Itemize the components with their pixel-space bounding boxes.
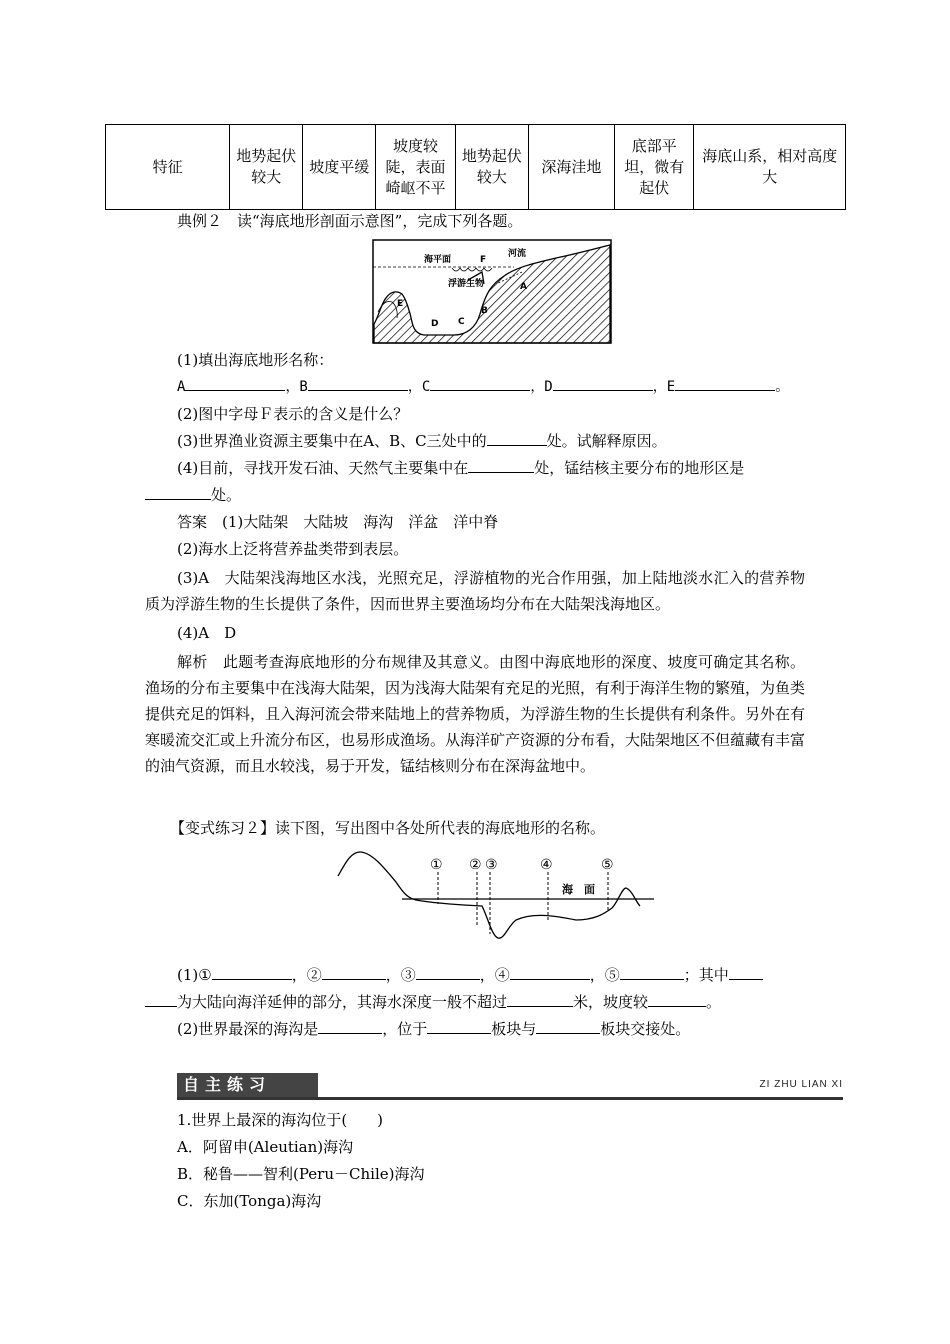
variant-profile-figure xyxy=(336,848,656,946)
table-cell: 坡度平缓 xyxy=(303,125,376,210)
variant-q1-line1 xyxy=(177,964,763,986)
q4-part: 处。 xyxy=(211,486,242,504)
answer-4: (4)A D xyxy=(177,624,237,642)
q-part: 板块交接处。 xyxy=(600,1020,691,1038)
table-row xyxy=(106,125,846,210)
fill-label: ，D xyxy=(530,379,553,395)
analysis-paragraph: 解析 此题考查海底地形的分布规律及其意义。由图中海底地形的深度、坡度可确定其名称。渔场的分布主要集中在浅海大陆架，因为浅海大陆架有充足的光照，有利于海洋生物的繁殖，为鱼类提供充足的饵料，且入海河流会带来陆地上的营养物质，为浮游生物的生长提供有利条件。另外在有寒暖流交汇或上升流分布区，也易形成渔场。从海洋矿产资源的分布看，大陆架地区不但蕴藏有丰富的油气资源，而且水较浅，易于开发，锰结核则分布在深海盆地中。 xyxy=(145,653,806,775)
q-part: ，⑤ xyxy=(589,966,620,984)
section-banner: 自主练习 xyxy=(177,1073,318,1097)
marker-2: ② xyxy=(469,857,482,873)
q-part: ，③ xyxy=(385,966,416,984)
fill-label: ，B xyxy=(285,379,308,395)
answer-2: (2)海水上泛将营养盐类带到表层。 xyxy=(177,540,409,558)
section-pinyin: ZI ZHU LIAN XI xyxy=(759,1079,843,1090)
example2-heading: 典例２ 读“海底地形剖面示意图”，完成下列各题。 xyxy=(177,212,523,230)
q1-text: (1)填出海底地形名称： xyxy=(177,351,334,369)
label-e: E xyxy=(397,299,404,309)
answer-3: (3)A 大陆架浅海地区水浅，光照充足，浮游植物的光合作用强，加上陆地淡水汇入的营养物质为浮游生物的生长提供了条件，因而世界主要渔场均分布在大陆架浅海地区。 xyxy=(145,569,805,613)
answer-blank[interactable] xyxy=(212,965,292,980)
q1-fill-line xyxy=(177,376,789,398)
q-part: ，② xyxy=(291,966,322,984)
q4-part: (4)目前，寻找开发石油、天然气主要集中在 xyxy=(177,459,469,477)
seabed-profile-figure xyxy=(372,238,612,345)
variant-q2 xyxy=(177,1018,690,1040)
answer-blank[interactable] xyxy=(145,485,211,500)
q-part: ，④ xyxy=(479,966,510,984)
answer-blank[interactable] xyxy=(648,992,706,1007)
answer-blank[interactable] xyxy=(536,1019,600,1034)
answer-blank[interactable] xyxy=(468,458,534,473)
variant-q1-line2 xyxy=(145,991,721,1013)
q-part: ，位于 xyxy=(382,1020,428,1038)
answer-blank[interactable] xyxy=(322,965,386,980)
answer-blank[interactable] xyxy=(308,376,408,391)
fill-label: A xyxy=(177,379,186,395)
question1-stem: 1.世界上最深的海沟位于( ) xyxy=(177,1111,384,1129)
table-cell: 地势起伏较大 xyxy=(455,125,528,210)
q3-part: 处。试解释原因。 xyxy=(546,432,667,450)
fill-label: ，E xyxy=(652,379,676,395)
answer-blank[interactable] xyxy=(510,965,590,980)
answer-blank[interactable] xyxy=(145,992,177,1007)
answer-blank[interactable] xyxy=(620,965,684,980)
table-cell: 底部平坦，微有起伏 xyxy=(614,125,694,210)
label-b: B xyxy=(481,306,488,316)
q-part: (1)① xyxy=(177,966,212,984)
q2-text: (2)图中字母Ｆ表示的含义是什么？ xyxy=(177,405,409,423)
table-cell: 海底山系，相对高度大 xyxy=(694,125,846,210)
table-cell: 特征 xyxy=(106,125,230,210)
section-divider xyxy=(177,1097,843,1100)
answer-blank[interactable] xyxy=(416,965,480,980)
marker-4: ④ xyxy=(540,857,553,873)
sea-surface-label: 海 面 xyxy=(562,883,595,896)
marker-3: ③ xyxy=(485,857,498,873)
q-part: (2)世界最深的海沟是 xyxy=(177,1020,319,1038)
plankton-label: 浮游生物 xyxy=(448,279,485,289)
answer-blank[interactable] xyxy=(675,376,775,391)
table-cell: 地势起伏较大 xyxy=(230,125,303,210)
option-c[interactable]: C．东加(Tonga)海沟 xyxy=(177,1192,322,1210)
q4-text xyxy=(177,457,744,479)
answer-blank[interactable] xyxy=(185,376,285,391)
q3-part: (3)世界渔业资源主要集中在A、B、C三处中的 xyxy=(177,432,487,450)
q-part: ；其中 xyxy=(683,966,729,984)
q-part: 为大陆向海洋延伸的部分，其海水深度一般不超过 xyxy=(177,993,508,1011)
sea-level-label: 海平面 xyxy=(424,255,452,265)
feature-table xyxy=(105,124,846,210)
marker-1: ① xyxy=(430,857,443,873)
answer-1: 答案 (1)大陆架 大陆坡 海沟 洋盆 洋中脊 xyxy=(177,513,499,531)
label-c: C xyxy=(458,317,465,327)
label-a: A xyxy=(520,282,527,292)
answer-blank[interactable] xyxy=(430,376,530,391)
label-d: D xyxy=(431,319,439,329)
table-cell: 坡度较陡，表面崎岖不平 xyxy=(376,125,456,210)
q4-part: 处，锰结核主要分布的地形区是 xyxy=(534,459,745,477)
q4-continuation xyxy=(145,484,241,506)
q3-text xyxy=(177,430,667,452)
answer-blank[interactable] xyxy=(729,965,763,980)
table-cell: 深海洼地 xyxy=(528,125,614,210)
option-b[interactable]: B．秘鲁——智利(Peru－Chile)海沟 xyxy=(177,1165,425,1183)
q-part: 。 xyxy=(706,993,722,1011)
fill-label: ，C xyxy=(407,379,431,395)
q-part: 米，坡度较 xyxy=(573,993,649,1011)
variant-heading: 【变式练习２】读下图，写出图中各处所代表的海底地形的名称。 xyxy=(170,819,606,837)
river-label: 河流 xyxy=(508,249,527,259)
label-f: F xyxy=(480,255,487,265)
answer-blank[interactable] xyxy=(318,1019,382,1034)
answer-blank[interactable] xyxy=(487,431,547,446)
answer-blank[interactable] xyxy=(553,376,653,391)
q-part: 板块与 xyxy=(491,1020,537,1038)
option-a[interactable]: A．阿留申(Aleutian)海沟 xyxy=(177,1138,354,1156)
answer-blank[interactable] xyxy=(507,992,573,1007)
fill-label: 。 xyxy=(775,379,790,395)
answer-blank[interactable] xyxy=(427,1019,491,1034)
marker-5: ⑤ xyxy=(601,857,614,873)
